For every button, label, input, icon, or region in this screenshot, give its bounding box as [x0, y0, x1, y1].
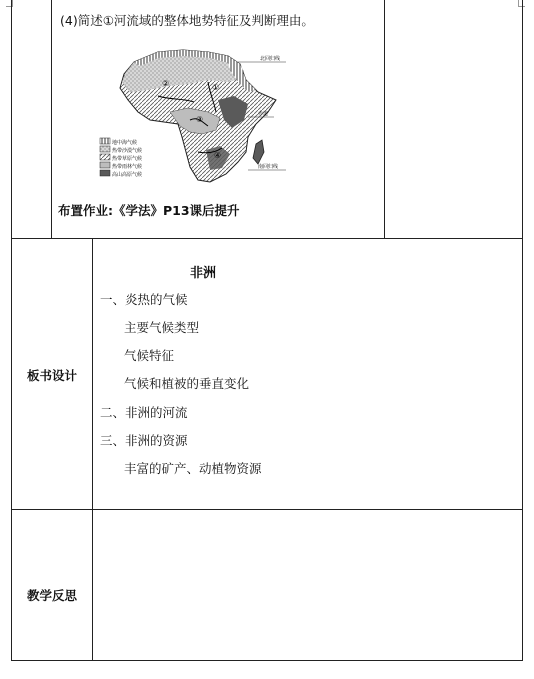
- board-design-label: 板书设计: [27, 368, 78, 383]
- table-line: [11, 0, 12, 661]
- legend-label: 热带草原气候: [112, 156, 143, 162]
- board-line: 三、非洲的资源: [100, 433, 188, 448]
- assignment-text: 布置作业:《学法》P13课后提升: [58, 203, 240, 218]
- lat-label-equator: 赤道: [258, 111, 269, 117]
- board-line: 主要气候类型: [124, 320, 200, 335]
- africa-climate-map: [98, 42, 293, 192]
- legend-label: 地中海气候: [112, 140, 138, 146]
- legend-swatch: [100, 170, 110, 176]
- board-line: 丰富的矿产、动植物资源: [124, 461, 262, 476]
- table-line: [11, 238, 523, 239]
- madagascar: [253, 140, 264, 164]
- legend-swatch: [100, 154, 110, 160]
- legend-swatch: [100, 162, 110, 168]
- board-line: 气候特征: [124, 348, 175, 363]
- lat-label-tropic-cancer: 北回归线: [260, 56, 281, 62]
- africa-map-svg: [98, 42, 293, 192]
- board-line: 一、炎热的气候: [100, 292, 188, 307]
- board-line: 气候和植被的垂直变化: [124, 376, 250, 391]
- reflection-content[interactable]: [94, 512, 520, 658]
- river-marker: ④: [214, 151, 222, 160]
- table-line: [11, 660, 523, 661]
- legend-label: 高山高原气候: [112, 172, 143, 178]
- river-marker: ②: [162, 79, 170, 88]
- board-title: 非洲: [190, 266, 217, 281]
- reflection-label: 教学反思: [27, 588, 78, 603]
- table-line: [11, 509, 523, 510]
- question-text: (4)简述①河流域的整体地势特征及判断理由。: [60, 13, 314, 28]
- river-marker: ③: [196, 115, 204, 124]
- river-marker: ①: [212, 83, 220, 92]
- board-line: 二、非洲的河流: [100, 405, 188, 420]
- legend-label: 热带雨林气候: [112, 164, 143, 170]
- table-line: [384, 0, 385, 238]
- lat-label-tropic-capricorn: 南回归线: [258, 164, 279, 170]
- table-line: [92, 238, 93, 661]
- table-line: [522, 0, 523, 661]
- legend-label: 热带沙漠气候: [112, 148, 143, 154]
- legend-swatch: [100, 146, 110, 152]
- legend-swatch: [100, 138, 110, 144]
- table-line: [51, 0, 52, 238]
